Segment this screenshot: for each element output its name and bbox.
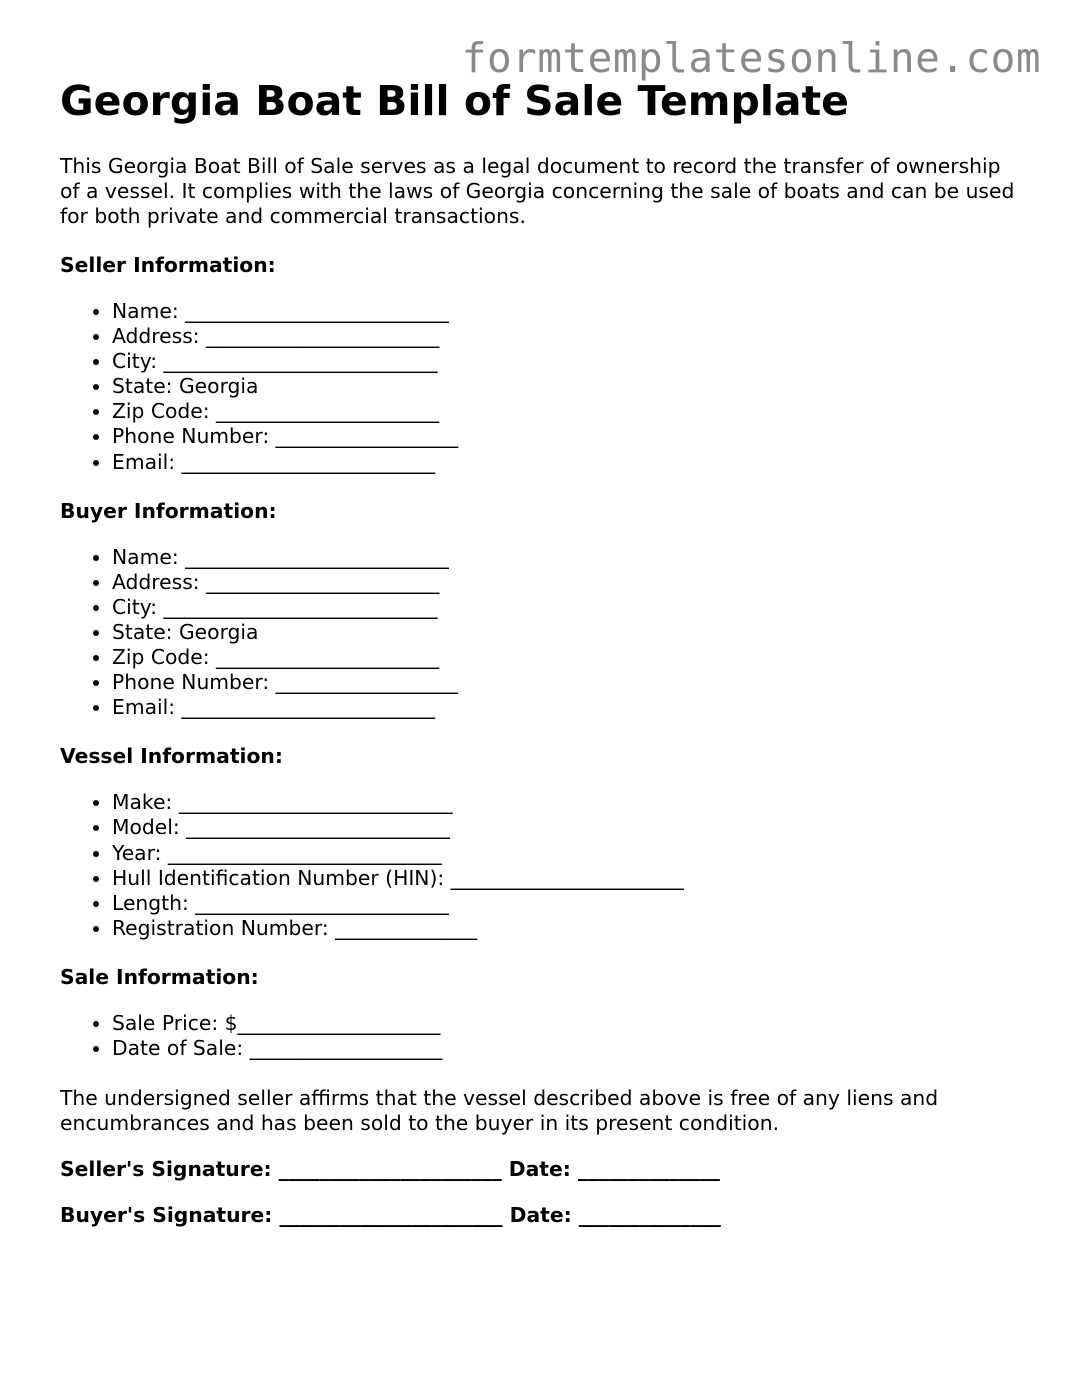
buyer-address-field: • Address: _______________________ — [112, 570, 1020, 595]
seller-phone-field: • Phone Number: __________________ — [112, 424, 1020, 449]
buyer-zip-field: • Zip Code: ______________________ — [112, 645, 1020, 670]
vessel-hin-field: • Hull Identification Number (HIN): _______________________ — [112, 866, 1020, 891]
seller-state-field: • State: Georgia — [112, 374, 1020, 399]
intro-paragraph: This Georgia Boat Bill of Sale serves as a legal document to record the transfer of ownership of a vessel. It complies with the laws of Georgia concerning the sale of boats and can be used for both private and commercial transactions. — [60, 154, 1015, 228]
buyer-phone-field: • Phone Number: __________________ — [112, 670, 1020, 695]
buyer-state-field: • State: Georgia — [112, 620, 1020, 645]
seller-name-field: • Name: __________________________ — [112, 299, 1020, 324]
buyer-city-field: • City: ___________________________ — [112, 595, 1020, 620]
buyer-heading: Buyer Information: — [60, 498, 277, 523]
vessel-model-field: • Model: __________________________ — [112, 815, 1020, 840]
buyer-name-field: • Name: __________________________ — [112, 545, 1020, 570]
vessel-heading: Vessel Information: — [60, 744, 283, 769]
closing-paragraph: The undersigned seller affirms that the vessel described above is free of any liens and encumbrances and has been sold to the buyer in its present condition. — [60, 1086, 939, 1136]
seller-list — [60, 299, 1020, 475]
buyer-email-field: • Email: _________________________ — [112, 695, 1020, 720]
document-page — [60, 74, 1020, 1228]
sale-list — [60, 1011, 1020, 1061]
sale-price-field: • Sale Price: $____________________ — [112, 1011, 1020, 1036]
seller-address-field: • Address: _______________________ — [112, 324, 1020, 349]
buyer-list — [60, 545, 1020, 721]
sale-date-field: • Date of Sale: ___________________ — [112, 1036, 1020, 1061]
page-title: Georgia Boat Bill of Sale Template — [60, 77, 849, 125]
seller-signature-line: Seller's Signature: ______________________ Date: ______________ — [60, 1157, 720, 1182]
vessel-year-field: • Year: ___________________________ — [112, 841, 1020, 866]
watermark: formtemplatesonline.com — [461, 34, 1041, 82]
vessel-length-field: • Length: _________________________ — [112, 891, 1020, 916]
seller-heading: Seller Information: — [60, 253, 276, 277]
seller-zip-field: • Zip Code: ______________________ — [112, 399, 1020, 424]
buyer-signature-line: Buyer's Signature: ______________________ Date: ______________ — [60, 1203, 721, 1228]
vessel-registration-field: • Registration Number: ______________ — [112, 916, 1020, 941]
seller-email-field: • Email: _________________________ — [112, 450, 1020, 475]
seller-city-field: • City: ___________________________ — [112, 349, 1020, 374]
vessel-make-field: • Make: ___________________________ — [112, 790, 1020, 815]
vessel-list — [60, 790, 1020, 941]
sale-heading: Sale Information: — [60, 964, 259, 989]
